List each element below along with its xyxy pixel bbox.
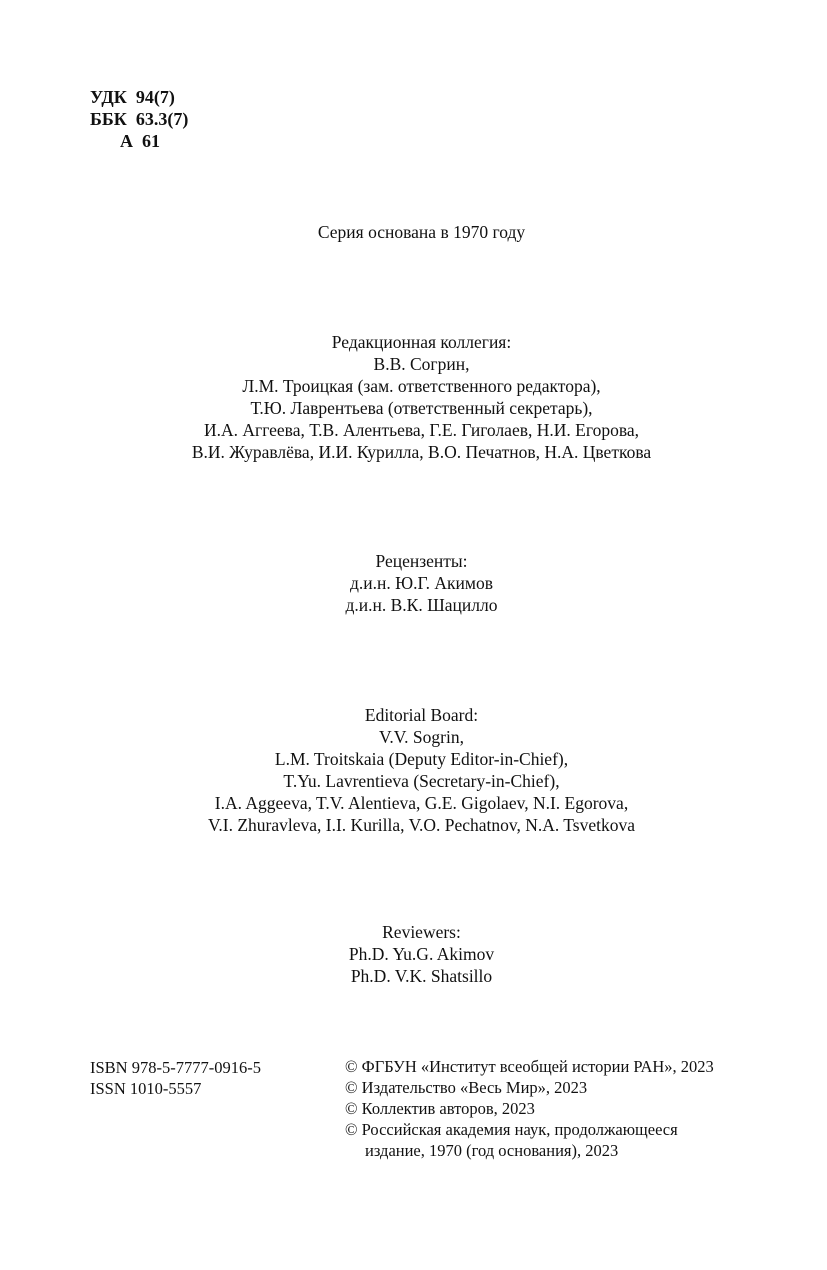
isbn: ISBN 978-5-7777-0916-5 xyxy=(90,1058,261,1077)
editorial-board-en-heading: Editorial Board: xyxy=(364,705,479,725)
editorial-board-ru-line: И.А. Аггеева, Т.В. Алентьева, Г.Е. Гиголаев, Н.И. Егорова, xyxy=(203,420,639,440)
editorial-board-ru-heading: Редакционная коллегия: xyxy=(331,332,512,352)
series-note-block xyxy=(0,221,827,243)
copyright-line: © Коллектив авторов, 2023 xyxy=(345,1099,535,1118)
reviewers-ru-line: д.и.н. В.К. Шацилло xyxy=(345,595,498,615)
reviewers-ru xyxy=(0,550,827,616)
copyright-block xyxy=(345,1056,714,1161)
copyright-line-continuation: издание, 1970 (год основания), 2023 xyxy=(365,1141,619,1160)
editorial-board-en-line: L.M. Troitskaia (Deputy Editor-in-Chief), xyxy=(274,749,569,769)
editorial-board-ru-line: Л.М. Троицкая (зам. ответственного редактора), xyxy=(242,376,601,396)
reviewers-en-line: Ph.D. Yu.G. Akimov xyxy=(348,944,495,964)
editorial-board-en-line: V.I. Zhuravleva, I.I. Kurilla, V.O. Pechatnov, N.A. Tsvetkova xyxy=(208,815,635,835)
issn: ISSN 1010-5557 xyxy=(90,1079,202,1098)
udk-code: УДК 94(7) xyxy=(90,87,175,107)
copyright-line: © Российская академия наук, продолжающееся xyxy=(345,1120,678,1139)
reviewers-en-heading: Reviewers: xyxy=(382,922,461,942)
editorial-board-en-line: I.A. Aggeeva, T.V. Alentieva, G.E. Gigolaev, N.I. Egorova, xyxy=(214,793,629,813)
reviewers-en xyxy=(0,921,827,987)
editorial-board-ru-line: В.В. Согрин, xyxy=(373,354,470,374)
editorial-board-ru-line: Т.Ю. Лаврентьева (ответственный секретарь), xyxy=(250,398,593,418)
editorial-board-en xyxy=(0,704,827,836)
editorial-board-en-line: T.Yu. Lavrentieva (Secretary-in-Chief), xyxy=(283,771,560,791)
copyright-line: © Издательство «Весь Мир», 2023 xyxy=(345,1078,588,1097)
editorial-board-ru-line: В.И. Журавлёва, И.И. Курилла, В.О. Печатнов, Н.А. Цветкова xyxy=(191,442,652,462)
editorial-board-en-line: V.V. Sogrin, xyxy=(379,727,464,747)
editorial-board-ru xyxy=(0,331,827,463)
classification-block xyxy=(90,86,188,152)
reviewers-en-line: Ph.D. V.K. Shatsillo xyxy=(350,966,493,986)
copyright-line: © ФГБУН «Институт всеобщей истории РАН», 2023 xyxy=(345,1057,714,1076)
reviewers-ru-heading: Рецензенты: xyxy=(375,551,468,571)
identifiers-block xyxy=(90,1057,261,1099)
bbk-code: ББК 63.3(7) xyxy=(90,109,189,129)
author-mark: А 61 xyxy=(120,131,160,151)
reviewers-ru-line: д.и.н. Ю.Г. Акимов xyxy=(350,573,493,593)
series-note: Серия основана в 1970 году xyxy=(317,222,526,242)
